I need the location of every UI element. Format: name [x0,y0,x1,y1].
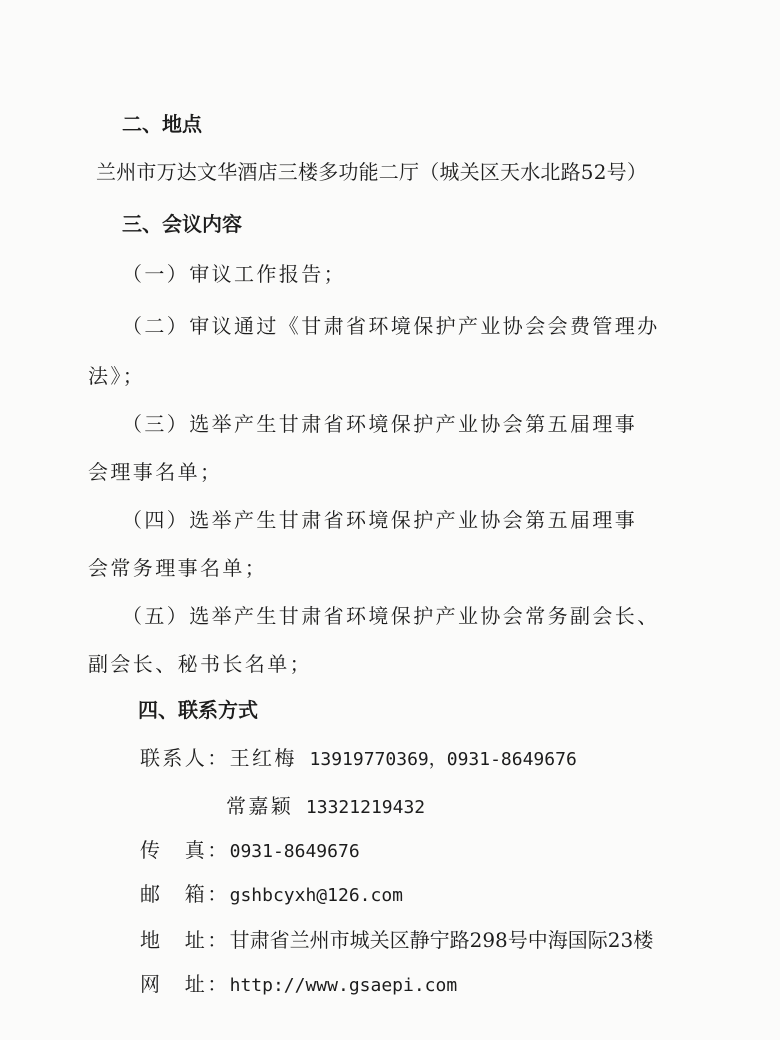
contact-label: 联系人： [140,746,230,770]
agenda-item-2-cont: 法》； [88,364,146,388]
agenda-item-5-cont: 副会长、秘书长名单； [88,652,312,676]
office-address-value: 甘肃省兰州市城关区静宁路298号中海国际23楼 [229,928,654,952]
agenda-item-1: （一）审议工作报告； [122,262,346,286]
section-heading-location: 二、地点 [122,112,202,136]
fax-label: 传 真： [140,838,230,862]
office-address-row [140,926,653,954]
agenda-item-2: （二）审议通过《甘肃省环境保护产业协会会费管理办 [122,314,660,338]
venue-address: 兰州市万达文华酒店三楼多功能二厅（城关区天水北路52号） [96,160,648,184]
section-heading-agenda: 三、会议内容 [122,212,242,236]
contact2-name: 常嘉颖 [226,794,294,818]
email-value: gshbcyxh@126.com [229,885,403,906]
agenda-item-3-cont: 会理事名单； [88,460,223,484]
agenda-item-4: （四）选举产生甘肃省环境保护产业协会第五届理事 [122,508,638,532]
agenda-item-3: （三）选举产生甘肃省环境保护产业协会第五届理事 [122,412,638,436]
contact-row-1 [140,744,577,774]
email-label: 邮 箱： [140,882,230,906]
contact1-phones: 13919770369，0931-8649676 [309,749,577,770]
agenda-item-4-cont: 会常务理事名单； [88,556,268,580]
office-address-label: 地 址： [140,928,230,952]
website-row [140,970,457,1000]
contact1-name: 王红梅 [229,746,297,770]
section-heading-contact: 四、联系方式 [138,698,258,722]
contact2-phone: 13321219432 [305,797,426,818]
contact-row-2 [226,792,425,822]
website-value: http://www.gsaepi.com [229,975,458,996]
fax-value: 0931-8649676 [229,841,360,862]
email-row [140,880,403,910]
agenda-item-5: （五）选举产生甘肃省环境保护产业协会常务副会长、 [122,604,660,628]
fax-row [140,836,360,866]
website-label: 网 址： [140,972,230,996]
